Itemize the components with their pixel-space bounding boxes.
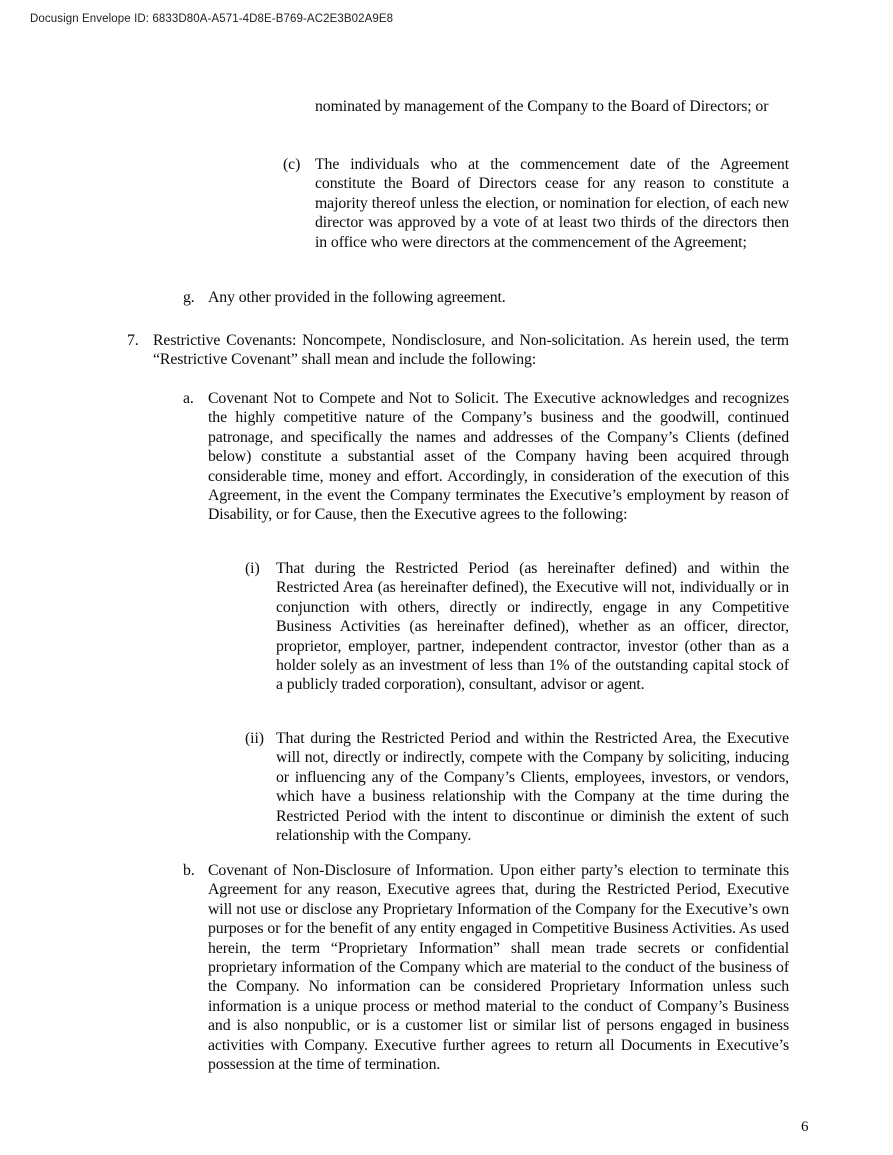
- para-item-b: [183, 861, 789, 1074]
- para-clause-i: [245, 559, 789, 695]
- para-text: That during the Restricted Period (as hereinafter defined) and within the Restricted Area (as hereinafter defined), the Executive will not, individually or in conjunction with others, directly or indirectly, engage in any Competitive Business Activities (as hereinafter defined), whether as an officer, director, proprietor, employer, partner, independent contractor, investor (other than as a holder solely as an investment of less than 1% of the outstanding capital stock of a publicly traded corporation), consultant, advisor or agent.: [276, 560, 789, 694]
- docusign-envelope-id: Docusign Envelope ID: 6833D80A-A571-4D8E-B769-AC2E3B02A9E8: [30, 13, 394, 25]
- page-number: 6: [801, 1119, 809, 1135]
- clause-label: (i): [245, 560, 260, 577]
- item-label: b.: [183, 862, 195, 879]
- para-section-7: [127, 331, 789, 370]
- para-continuation: [315, 97, 789, 116]
- item-label: a.: [183, 390, 194, 407]
- para-text: Covenant Not to Compete and Not to Solicit. The Executive acknowledges and recognizes the highly competitive nature of the Company’s business and the goodwill, continued patronage, and specifically the names and addresses of the Company’s Clients (defined below) constitute a substantial asset of the Company having been acquired through considerable time, money and effort. Accordingly, in consideration of the execution of this Agreement, in the event the Company terminates the Executive’s employment by reason of Disability, or for Cause, then the Executive agrees to the following:: [208, 390, 789, 524]
- section-number: 7.: [127, 332, 139, 349]
- para-text: That during the Restricted Period and within the Restricted Area, the Executive will not, directly or indirectly, compete with the Company by soliciting, inducing or influencing any of the Company’s Clients, employees, investors, or vendors, which have a business relationship with the Company at the time during the Restricted Period with the intent to discontinue or diminish the extent of such relationship with the Company.: [276, 730, 789, 845]
- para-text: nominated by management of the Company to the Board of Directors; or: [315, 98, 769, 115]
- clause-label: (c): [283, 156, 301, 173]
- para-text: Any other provided in the following agreement.: [208, 289, 506, 306]
- para-item-a: [183, 389, 789, 525]
- para-text: Restrictive Covenants: Noncompete, Nondisclosure, and Non-solicitation. As herein used, the term “Restrictive Covenant” shall mean and include the following:: [153, 332, 789, 369]
- clause-label: (ii): [245, 730, 264, 747]
- para-text: The individuals who at the commencement date of the Agreement constitute the Board of Directors cease for any reason to constitute a majority thereof unless the election, or nomination for election, of each new director was approved by a vote of at least two thirds of the directors then in office who were directors at the commencement of the Agreement;: [315, 156, 789, 251]
- para-text: Covenant of Non-Disclosure of Information. Upon either party’s election to terminate this Agreement for any reason, Executive agrees that, during the Restricted Period, Executive will not use or disclose any Proprietary Information of the Company for the Executive’s own purposes or for the benefit of any entity engaged in Competitive Business Activities. As used herein, the term “Proprietary Information” shall mean trade secrets or confidential proprietary information of the Company which are material to the conduct of the business of the Company. No information can be considered Proprietary Information unless such information is a unique process or method material to the conduct of Company’s Business and is also nonpublic, or is a customer list or similar list of persons engaged in business activities with Company. Executive further agrees to return all Documents in Executive’s possession at the time of termination.: [208, 862, 789, 1074]
- para-clause-ii: [245, 729, 789, 845]
- item-label: g.: [183, 289, 195, 306]
- para-clause-c: [283, 155, 789, 252]
- para-item-g: [183, 288, 789, 307]
